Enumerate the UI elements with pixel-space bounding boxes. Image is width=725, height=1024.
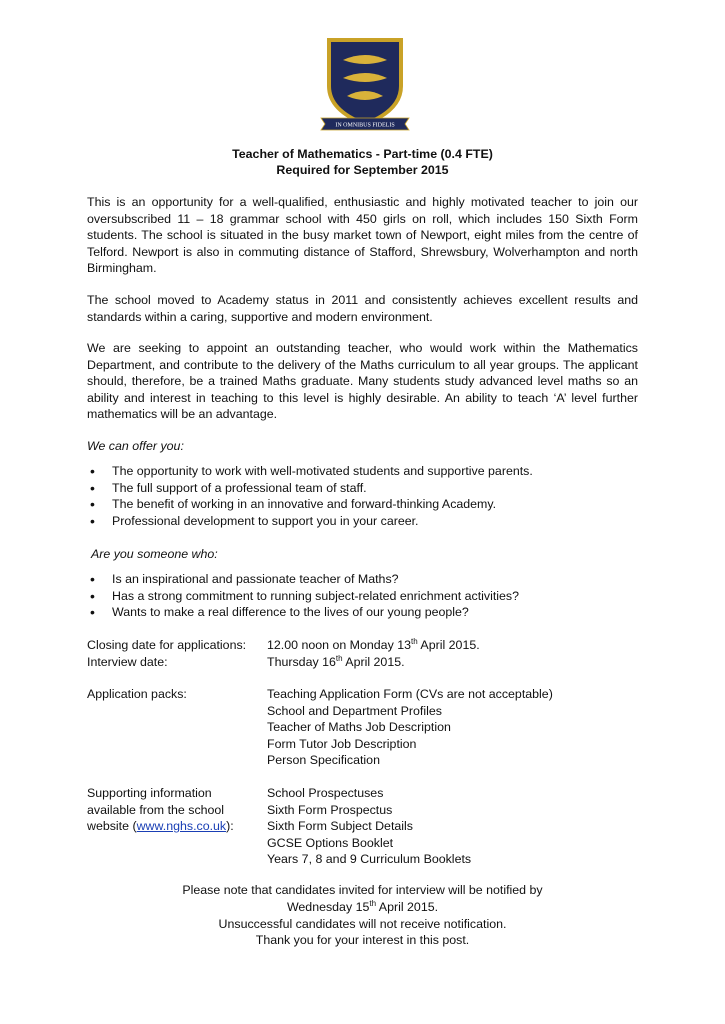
list-item: • The opportunity to work with well-motivated students and supportive parents. <box>87 463 638 480</box>
academy-paragraph: The school moved to Academy status in 2011 and consistently achieves excellent results and standards within a caring, supportive and modern environment. <box>87 293 638 324</box>
application-packs-label: Application packs: <box>87 687 187 701</box>
website-link[interactable]: www.nghs.co.uk <box>136 819 227 833</box>
list-item: • The full support of a professional team of staff. <box>87 480 638 497</box>
list-item: School Prospectuses <box>267 786 384 800</box>
job-title: Teacher of Mathematics - Part-time (0.4 FTE) <box>232 147 493 161</box>
list-item: Teacher of Maths Job Description <box>267 720 451 734</box>
notification-date: Wednesday 15th April 2015. <box>286 898 439 914</box>
closing-date-value: 12.00 noon on Monday 13th April 2015. <box>267 636 480 652</box>
list-item: Person Specification <box>267 753 380 767</box>
crest-motto: IN OMNIBUS FIDELIS <box>335 122 395 129</box>
offer-heading: We can offer you: <box>87 439 184 453</box>
supporting-info-label: Supporting information available from the school website (www.nghs.co.uk): <box>87 786 234 833</box>
list-item: Sixth Form Subject Details <box>267 819 413 833</box>
application-packs-list <box>267 686 647 769</box>
interview-date-label: Interview date: <box>87 655 168 669</box>
offer-list <box>87 463 638 529</box>
role-paragraph: We are seeking to appoint an outstanding teacher, who would work within the Mathematics Department, and contribute to the delivery of the Maths curriculum to all year groups. The applicant should, therefore, be a trained Maths graduate. Many students study advanced level maths so an ability and interest in teaching to this level is highly desirable. An ability to teach ‘A’ level further mathematics will be an advantage. <box>87 341 638 421</box>
closing-date-label: Closing date for applications: <box>87 638 247 652</box>
list-item: Teaching Application Form (CVs are not acceptable) <box>267 687 553 701</box>
supporting-info-list <box>267 785 647 868</box>
someone-heading: Are you someone who: <box>91 547 218 561</box>
someone-list <box>87 571 638 621</box>
thank-you-note: Thank you for your interest in this post. <box>255 933 470 947</box>
notification-note: Please note that candidates invited for interview will be notified by <box>182 883 543 897</box>
list-item: Sixth Form Prospectus <box>267 802 393 817</box>
list-item: • Is an inspirational and passionate teacher of Maths? <box>87 571 638 588</box>
list-item: • Has a strong commitment to running subject-related enrichment activities? <box>87 588 638 605</box>
list-item: Form Tutor Job Description <box>267 736 417 751</box>
list-item: School and Department Profiles <box>267 703 442 718</box>
list-item: • Wants to make a real difference to the lives of our young people? <box>87 604 638 621</box>
list-item: • The benefit of working in an innovative and forward-thinking Academy. <box>87 496 638 513</box>
school-crest-logo <box>319 34 411 136</box>
list-item: GCSE Options Booklet <box>267 835 394 850</box>
list-item: • Professional development to support you in your career. <box>87 513 638 530</box>
interview-date-value: Thursday 16th April 2015. <box>267 653 405 669</box>
required-date-heading: Required for September 2015 <box>276 163 449 177</box>
unsuccessful-note: Unsuccessful candidates will not receive notification. <box>218 917 507 931</box>
intro-paragraph: This is an opportunity for a well-qualified, enthusiastic and highly motivated teacher to join our oversubscribed 11 – 18 grammar school with 450 girls on roll, which includes 150 Sixth Form students. The school is situated in the busy market town of Newport, eight miles from the centre of Telford. Newport is also in commuting distance of Stafford, Shrewsbury, Wolverhampton and north Birmingham. <box>87 195 638 275</box>
list-item: Years 7, 8 and 9 Curriculum Booklets <box>267 852 472 866</box>
